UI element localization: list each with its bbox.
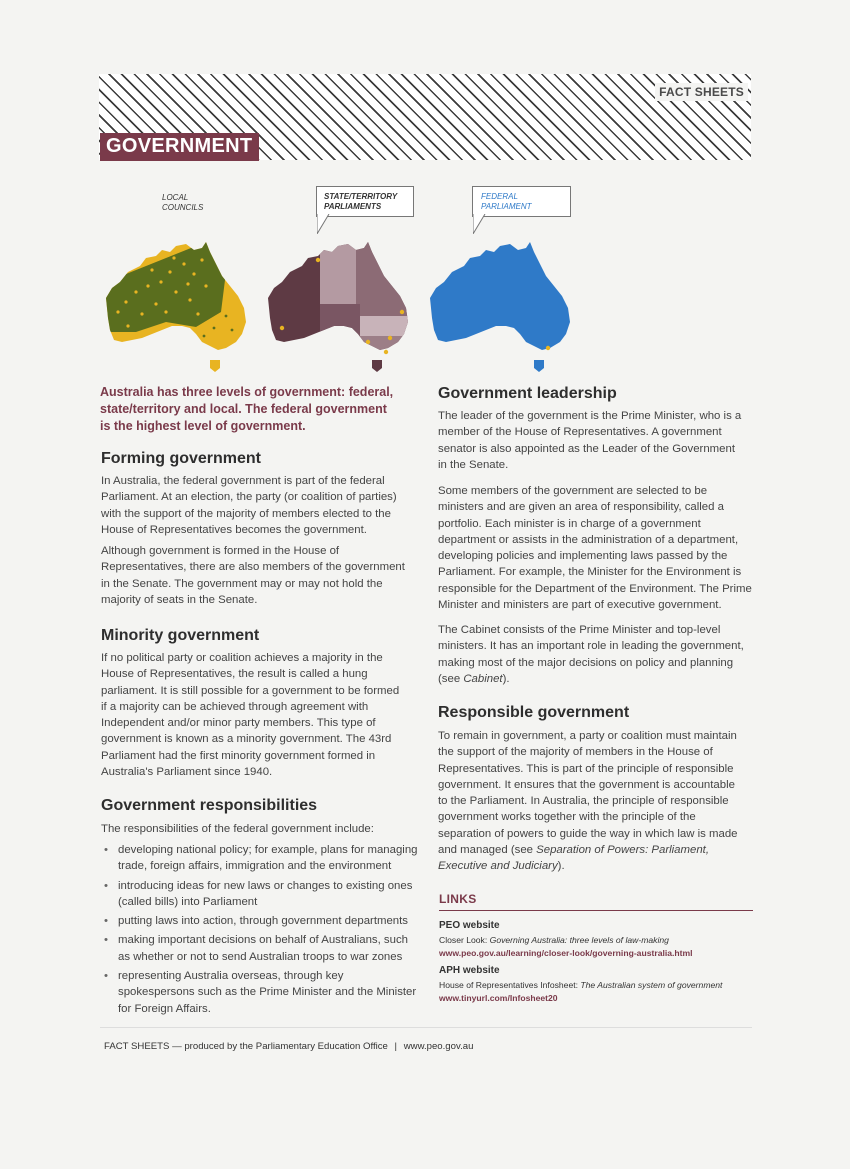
footer-text: — produced by the Parliamentary Education Office <box>169 1041 388 1052</box>
responsibilities-intro: The responsibilities of the federal government include: <box>101 823 374 835</box>
links-divider <box>439 910 753 911</box>
aph-desc-prefix: House of Representatives Infosheet: <box>439 980 581 990</box>
footer-label: FACT SHEETS <box>104 1041 170 1052</box>
responsible-text: To remain in government, a party or coalition must maintain the support of the majority of members in the House of Representatives. This is part of the principle of responsible government. It ensures that the government is accountable to the Parliament. In Australia, the principle of responsible government works together with the principle of the separation of powers to guide the way in which law is made and managed (see <box>438 730 738 857</box>
australia-maps <box>0 230 850 390</box>
footer-divider <box>100 1027 752 1028</box>
aph-link[interactable]: www.tinyurl.com/Infosheet20 <box>439 993 558 1003</box>
aph-desc-title: The Australian system of government <box>580 980 723 990</box>
peo-link-description <box>439 935 669 945</box>
footer-separator: | <box>394 1041 398 1052</box>
minority-paragraph: If no political party or coalition achieves a majority in the House of Representatives, the result is called a hung parliament. It is still possible for a government to be formed if a majority can be achieved through agreement with Independent and/or minor party members. This type of government is known as a minority government. The 43rd Parliament had the first minority government formed in Australia's Parliament since 1940. <box>101 652 400 779</box>
leadership-paragraph-2: Some members of the government are selected to be ministers and are given an area of responsibility, called a portfolio. Each minister is in charge of a government department or assists in the administration of a department, developing policies and implementing laws passed by the Parliament. For example, the Minister for the Environment is responsible for the Department of the Environment. The Prime Minister and ministers are part of executive government. <box>438 485 752 612</box>
list-item: • putting laws into action, through government departments <box>101 913 419 929</box>
responsibilities-list <box>101 842 419 1020</box>
list-item: • developing national policy; for example, plans for managing trade, foreign affairs, immigration and the environment <box>101 842 419 875</box>
map-label-federal: FEDERAL PARLIAMENT <box>481 192 532 211</box>
responsible-paragraph <box>438 728 743 875</box>
footer-url[interactable]: www.peo.gov.au <box>403 1041 474 1052</box>
responsible-end: ). <box>557 860 565 873</box>
aph-website-title: APH website <box>439 965 500 976</box>
peo-link[interactable]: www.peo.gov.au/learning/closer-look/governing-australia.html <box>439 948 693 958</box>
heading-responsible-government: Responsible government <box>438 704 630 721</box>
heading-government-leadership: Government leadership <box>438 385 617 402</box>
separation-of-powers-reference: Separation of Powers: Parliament, Executive and Judiciary <box>438 844 710 873</box>
leadership-paragraph-3 <box>438 622 753 687</box>
forming-paragraph-2: Although government is formed in the House of Representatives, there are also members of the government in the Senate. The government may or may not hold the majority of seats in the Senate. <box>101 545 405 606</box>
intro-text: Australia has three levels of government: federal, state/territory and local. The federal government is the highest level of government. <box>100 385 394 433</box>
leadership-p3-end: ). <box>502 672 510 685</box>
peo-website-title: PEO website <box>439 920 500 931</box>
leadership-p3-text: The Cabinet consists of the Prime Minister and top-level ministers. It has an important role in leading the government, making most of the major decisions on policy and planning (see <box>438 624 744 685</box>
page-title: GOVERNMENT <box>100 133 259 161</box>
heading-forming-government: Forming government <box>101 450 262 467</box>
map-state-territory <box>268 242 420 372</box>
peo-desc-prefix: Closer Look: <box>439 935 490 945</box>
leadership-paragraph-1: The leader of the government is the Prime Minister, who is a member of the House of Representatives. A government senator is also appointed as the Leader of the Government in the Senate. <box>438 410 742 471</box>
heading-government-responsibilities: Government responsibilities <box>101 797 318 814</box>
fact-sheets-tag: FACT SHEETS <box>655 83 748 101</box>
list-item: • representing Australia overseas, through key spokespersons such as the Prime Minister and the Minister for Foreign Affairs. <box>101 968 419 1017</box>
heading-minority-government: Minority government <box>101 627 260 644</box>
map-label-local: LOCAL COUNCILS <box>162 193 204 212</box>
list-item: • making important decisions on behalf of Australians, such as whether or not to send Australian troops to war zones <box>101 932 419 965</box>
map-local-councils <box>106 242 246 372</box>
list-item: • introducing ideas for new laws or changes to existing ones (called bills) into Parliament <box>101 878 419 911</box>
peo-desc-title: Governing Australia: three levels of law-making <box>489 935 669 945</box>
map-federal <box>430 242 570 372</box>
forming-paragraph-1: In Australia, the federal government is part of the federal Parliament. At an election, the party (or coalition of parties) with the support of the majority of members elected to the House of Representatives becomes the government. <box>101 475 397 536</box>
cabinet-reference: Cabinet <box>463 672 503 685</box>
links-heading: LINKS <box>439 892 477 906</box>
map-label-state: STATE/TERRITORY PARLIAMENTS <box>324 192 398 211</box>
aph-link-description <box>439 980 722 990</box>
footer <box>104 1041 473 1052</box>
